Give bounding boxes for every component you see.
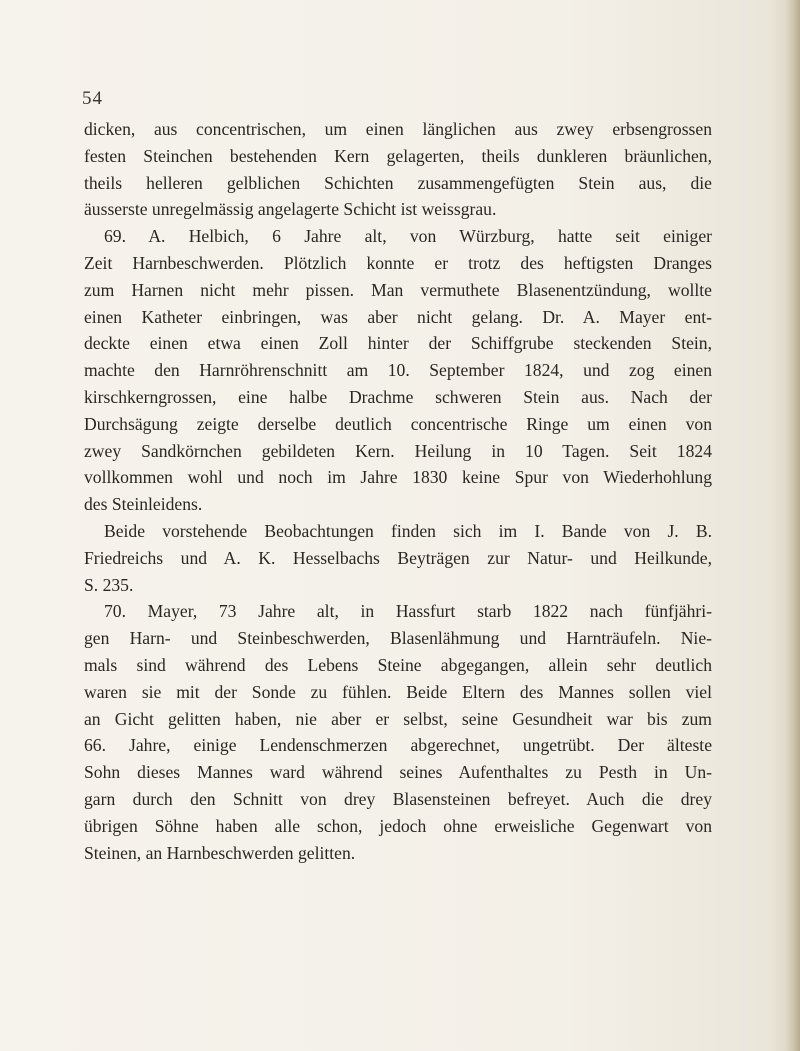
text-line: Sohn dieses Mannes ward während seines Aufenthaltes zu Pesth in Un- (84, 762, 712, 783)
text-line: dicken, aus concentrischen, um einen länglichen aus zwey erbsengrossen (84, 119, 712, 139)
text-line: Steinen, an Harnbeschwerden gelitten. (84, 842, 356, 863)
page-number: 54 (82, 88, 103, 109)
text-line: äusserste unregelmässig angelagerte Schicht ist weissgrau. (84, 199, 497, 220)
text-line: gen Harn- und Steinbeschwerden, Blasenlähmung und Harnträufeln. Nie- (84, 628, 712, 649)
text-line: machte den Harnröhrenschnitt am 10. September 1824, und zog einen (84, 360, 712, 381)
text-line: mals sind während des Lebens Steine abgegangen, allein sehr deutlich (84, 654, 712, 675)
text-line: waren sie mit der Sonde zu fühlen. Beide Eltern des Mannes sollen viel (84, 681, 712, 702)
text-line: Durchsägung zeigte derselbe deutlich concentrische Ringe um einen von (84, 413, 712, 434)
text-line: zum Harnen nicht mehr pissen. Man vermuthete Blasenentzündung, wollte (84, 279, 712, 300)
text-line: übrigen Söhne haben alle schon, jedoch ohne erweisliche Gegenwart von (84, 815, 712, 836)
text-line: 70. Mayer, 73 Jahre alt, in Hassfurt starb 1822 nach fünfjähri- (104, 601, 712, 622)
page-edge-shadow (786, 0, 800, 1051)
text-line: an Gicht gelitten haben, nie aber er selbst, seine Gesundheit war bis zum (84, 708, 712, 729)
text-line: zwey Sandkörnchen gebildeten Kern. Heilung in 10 Tagen. Seit 1824 (84, 440, 712, 461)
text-line: des Steinleidens. (84, 494, 203, 515)
text-line: Beide vorstehende Beobachtungen finden sich im I. Bande von J. B. (104, 520, 712, 541)
text-line: theils helleren gelblichen Schichten zusammengefügten Stein aus, die (84, 172, 712, 193)
text-line: festen Steinchen bestehenden Kern gelagerten, theils dunkleren bräunlichen, (84, 145, 712, 166)
text-line: deckte einen etwa einen Zoll hinter der Schiffgrube steckenden Stein, (84, 333, 712, 354)
text-line: S. 235. (84, 574, 134, 595)
text-line: Zeit Harnbeschwerden. Plötzlich konnte er trotz des heftigsten Dranges (84, 252, 712, 273)
text-line: Friedreichs und A. K. Hesselbachs Beyträgen zur Natur- und Heilkunde, (84, 547, 712, 568)
text-line: einen Katheter einbringen, was aber nicht gelang. Dr. A. Mayer ent- (84, 306, 712, 327)
text-line: garn durch den Schnitt von drey Blasensteinen befreyet. Auch die drey (84, 788, 712, 809)
text-line: 69. A. Helbich, 6 Jahre alt, von Würzburg, hatte seit einiger (104, 226, 712, 247)
body-text (84, 116, 712, 866)
text-line: 66. Jahre, einige Lendenschmerzen abgerechnet, ungetrübt. Der älteste (84, 735, 712, 756)
text-line: vollkommen wohl und noch im Jahre 1830 keine Spur von Wiederhohlung (84, 467, 712, 488)
text-line: kirschkerngrossen, eine halbe Drachme schweren Stein aus. Nach der (84, 386, 712, 407)
